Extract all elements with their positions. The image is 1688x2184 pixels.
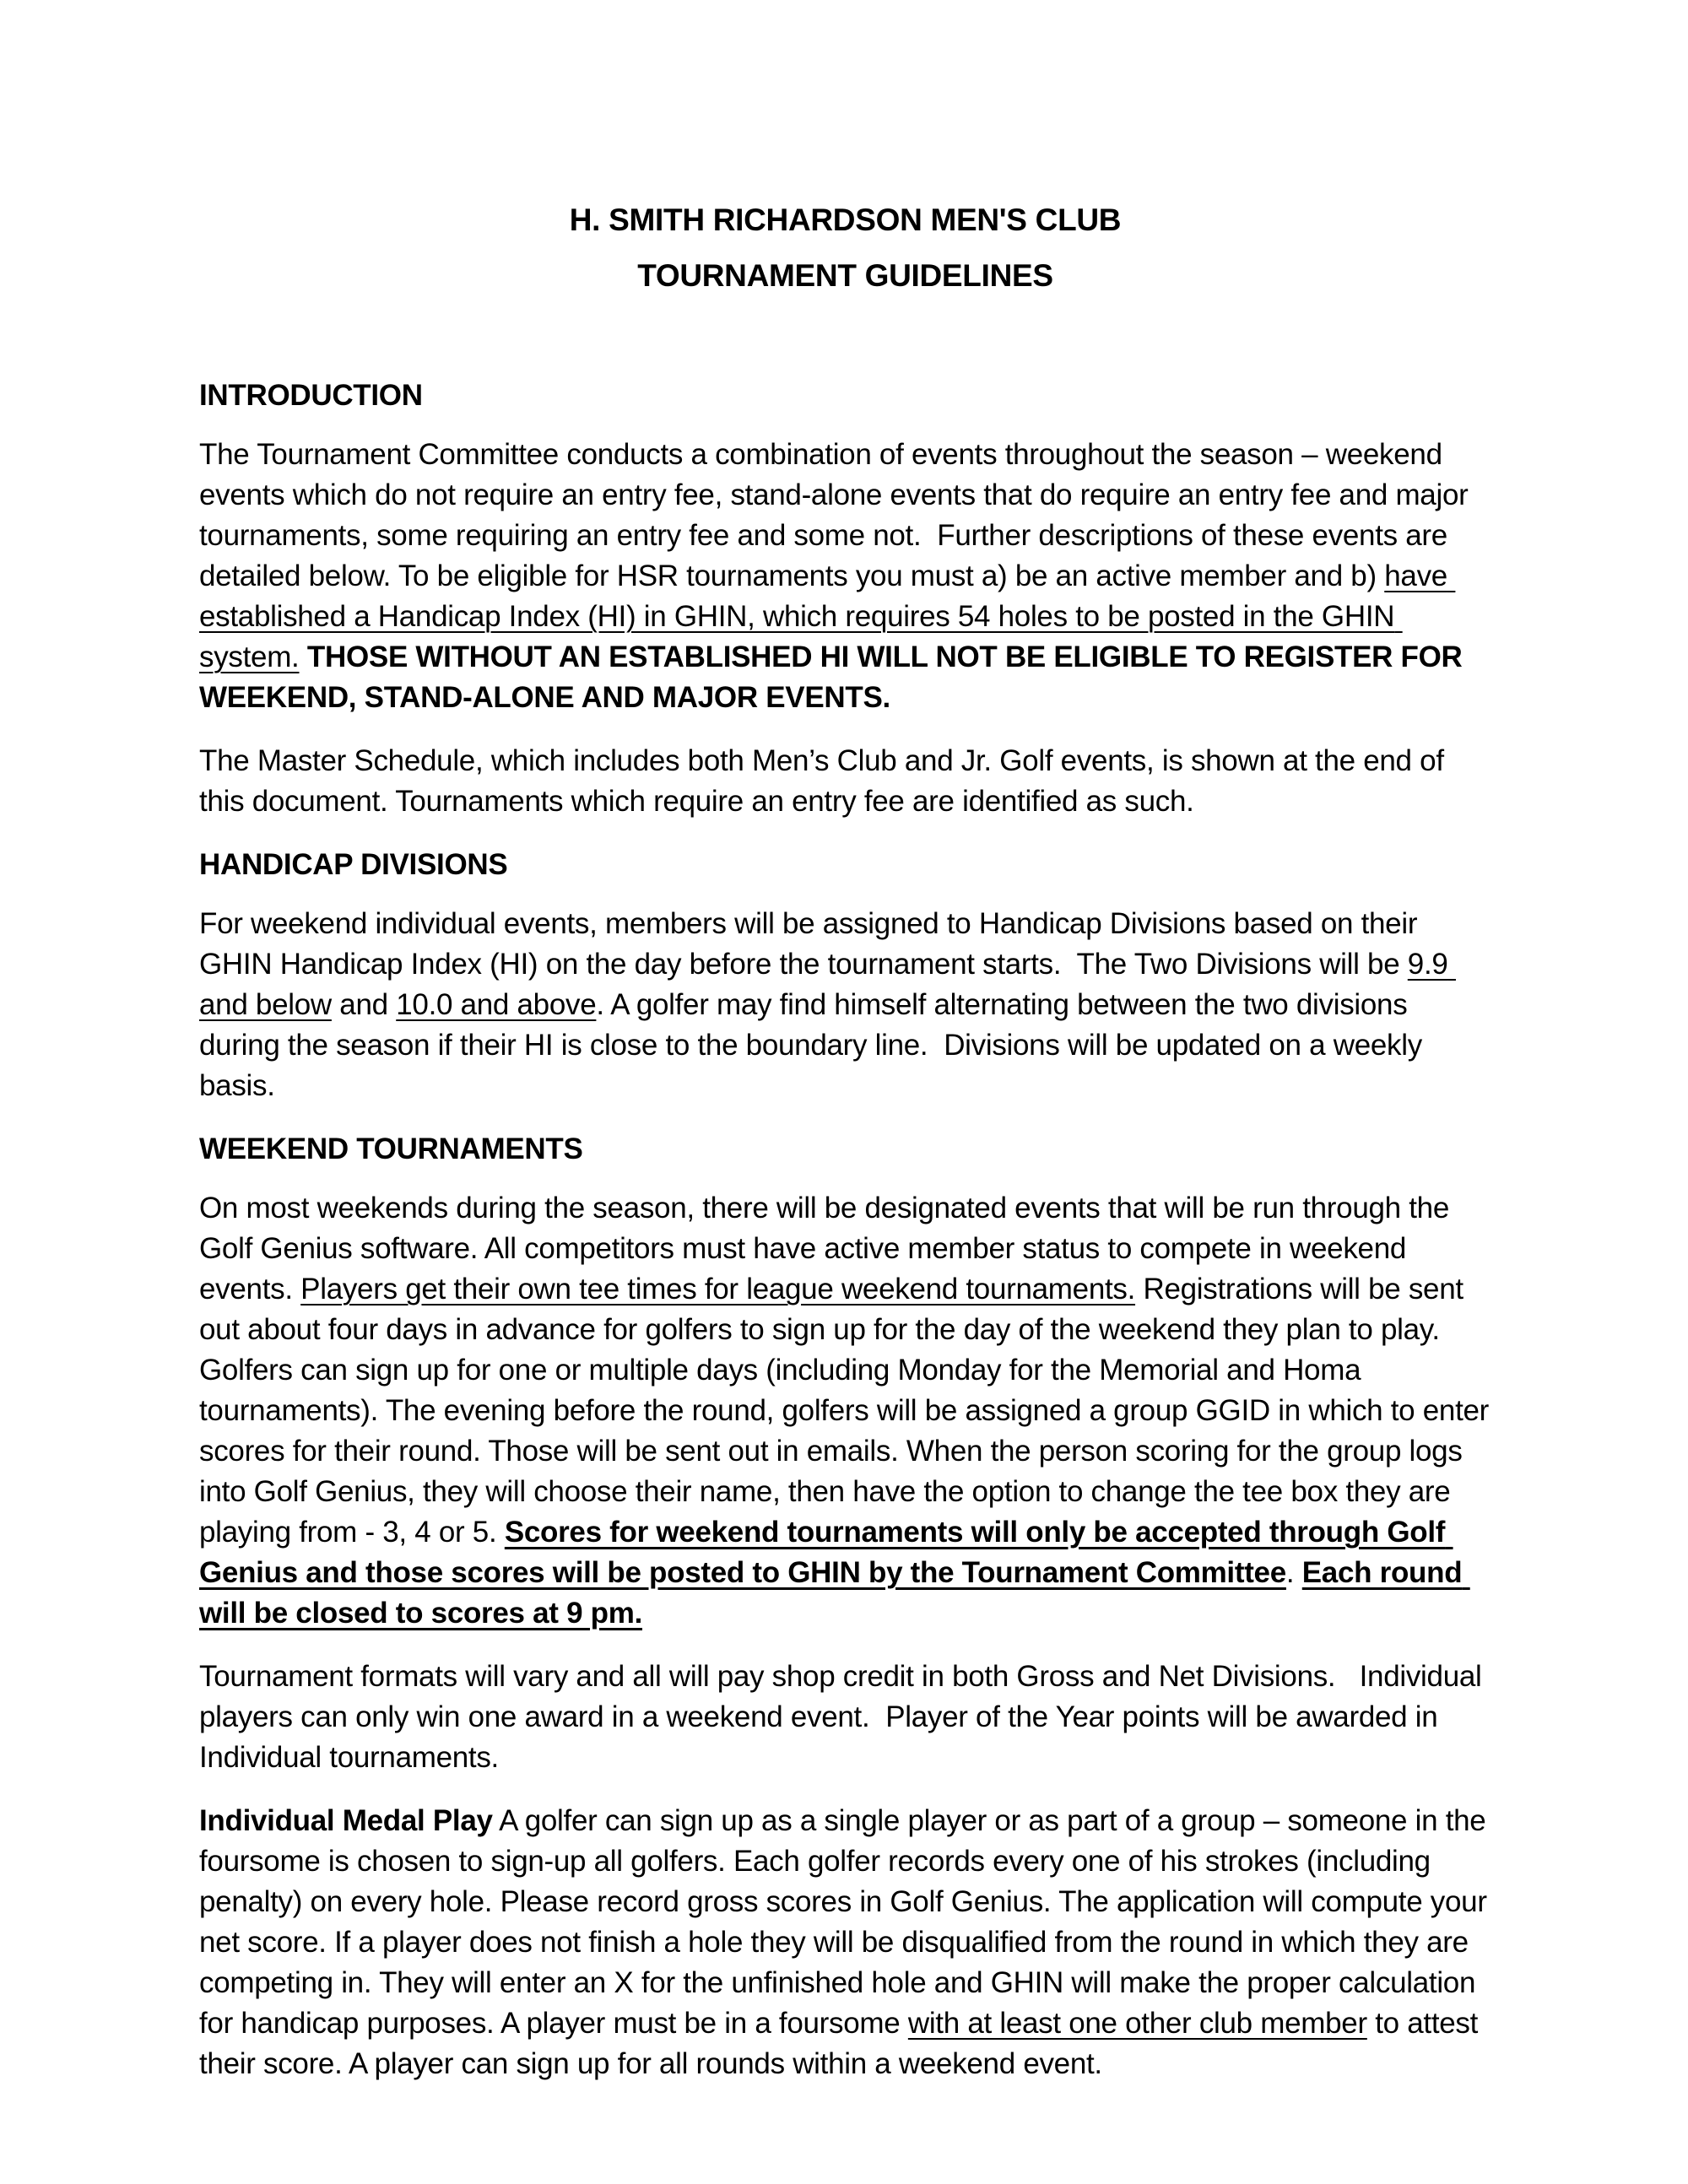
text-segment: Registrations will be sent out about four days in advance for golfers to sign up for the day of the weekend they plan to play. Golfers can sign up for one or multiple days (including Monday for the Memorial and Homa tournaments). The evening before the round, golfers will be assigned a group GGID in which to enter scores for their round. Those will be sent out in emails. When the person scoring for the group logs into Golf Genius, they will choose their name, then have the option to change the tee box they are playing from - 3, 4 or 5. (199, 1273, 1497, 1549)
text-segment: . (1285, 1556, 1302, 1589)
document-title (199, 192, 1491, 304)
text-segment: Individual Medal Play (199, 1804, 493, 1837)
section-heading-2: WEEKEND TOURNAMENTS (199, 1133, 583, 1165)
text-segment: Each round will be closed to scores at 9 pm. (199, 1556, 1470, 1630)
text-segment: 9.9 and below (199, 948, 1456, 1021)
text-segment (299, 641, 306, 673)
text-segment: have established a Handicap Index (HI) in GHIN, which requires 54 holes to be posted in the GHIN system. (199, 560, 1456, 673)
text-segment: The Tournament Committee conducts a combination of events throughout the season – weekend events which do not require an entry fee, stand-alone events that do require an entry fee and major tournaments, some requiring an entry fee and some not. Further descriptions of these events are detailed below. To be eligible for HSR tournaments you must a) be an active member and b) (199, 438, 1476, 592)
paragraph (199, 904, 1491, 1106)
paragraph (199, 741, 1491, 822)
text-segment: For weekend individual events, members will be assigned to Handicap Divisions based on their GHIN Handicap Index (HI) on the day before the tournament starts. The Two Divisions will be (199, 907, 1426, 981)
text-segment: to attest their score. A player can sign up for all rounds within a weekend event. (199, 2007, 1486, 2080)
paragraph (199, 435, 1491, 718)
paragraph (199, 1801, 1496, 2084)
text-segment: and (331, 988, 397, 1021)
text-segment: . A golfer may find himself alternating between the two divisions during the season if their HI is close to the boundary line. Divisions will be updated on a weekly basis. (199, 988, 1431, 1102)
text-segment: On most weekends during the season, there will be designated events that will be run through the Golf Genius software. All competitors must have active member status to compete in weekend events. (199, 1192, 1458, 1306)
text-segment: with at least one other club member (907, 2007, 1367, 2040)
text-segment: Tournament formats will vary and all will pay shop credit in both Gross and Net Divisions. Individual players can only win one award in a weekend event. Player of the Year points will be awarded in Individual tournaments. (199, 1660, 1490, 1774)
paragraph (199, 1657, 1491, 1778)
text-segment: Players get their own tee times for league weekend tournaments. (300, 1273, 1136, 1306)
title-line-2: TOURNAMENT GUIDELINES (637, 258, 1053, 293)
title-line-1: H. SMITH RICHARDSON MEN'S CLUB (569, 203, 1122, 237)
text-segment: Scores for weekend tournaments will only be accepted through Golf Genius and those scores will be posted to GHIN by the Tournament Committee (199, 1516, 1453, 1589)
text-segment: A golfer can sign up as a single player or as part of a group – someone in the foursome is chosen to sign-up all golfers. Each golfer records every one of his strokes (including penalty) on every hole. Please record gross scores in Golf Genius. The application will compute your net score. If a player does not finish a hole they will be disqualified from the round in which they are competing in. They will enter an X for the unfinished hole and GHIN will make the proper calculation for handicap purposes. A player must be in a foursome (199, 1804, 1496, 2040)
document-body (199, 376, 1497, 2084)
paragraph (199, 1188, 1497, 1634)
text-segment: The Master Schedule, which includes both Men’s Club and Jr. Golf events, is shown at the end of this document. Tournaments which require an entry fee are identified as such. (199, 744, 1453, 818)
section-heading-1: HANDICAP DIVISIONS (199, 848, 508, 881)
section-heading-0: INTRODUCTION (199, 379, 423, 412)
text-segment: THOSE WITHOUT AN ESTABLISHED HI WILL NOT BE ELIGIBLE TO REGISTER FOR WEEKEND, STAND-ALONE AND MAJOR EVENTS. (199, 641, 1470, 714)
text-segment: 10.0 and above (396, 988, 597, 1021)
